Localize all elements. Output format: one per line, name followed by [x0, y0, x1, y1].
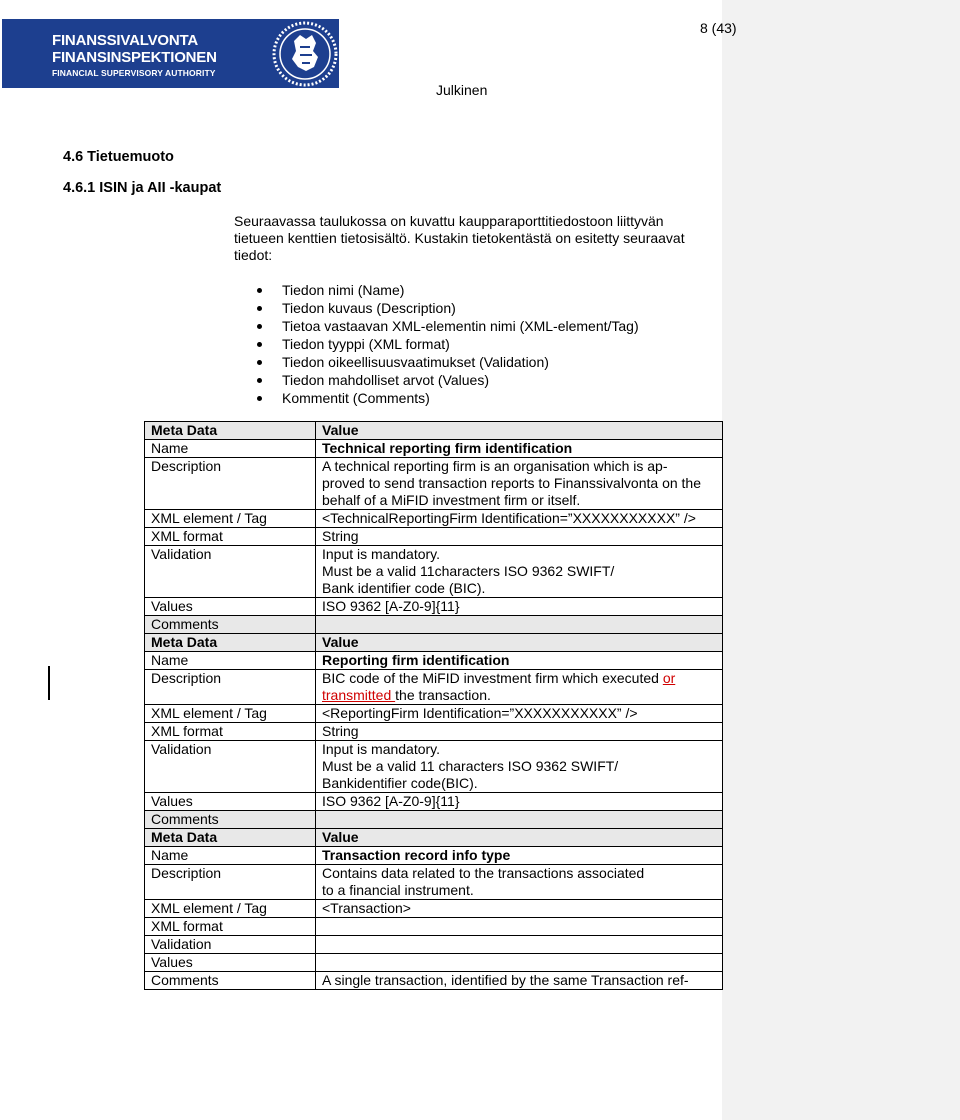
- row-label: XML element / Tag: [145, 510, 316, 528]
- section-heading: 4.6 Tietuemuoto: [63, 149, 174, 165]
- field-name: Reporting firm identification: [316, 652, 723, 670]
- row-label: XML element / Tag: [145, 705, 316, 723]
- field-name: Transaction record info type: [316, 847, 723, 865]
- row-label: Validation: [145, 741, 316, 793]
- table-row: [145, 546, 723, 598]
- field-xml-tag: <Transaction>: [316, 900, 723, 918]
- field-xml-format: [316, 918, 723, 936]
- table-row: [145, 793, 723, 811]
- field-values: ISO 9362 [A-Z0-9]{11}: [316, 793, 723, 811]
- row-label: XML format: [145, 528, 316, 546]
- row-label: Values: [145, 793, 316, 811]
- field-comments: A single transaction, identified by the same Transaction ref-: [316, 972, 723, 990]
- field-validation: Input is mandatory. Must be a valid 11 characters ISO 9362 SWIFT/ Bankidentifier code(BIC).: [316, 741, 723, 793]
- table-row: [145, 865, 723, 900]
- row-label: XML format: [145, 918, 316, 936]
- row-label: Comments: [145, 972, 316, 990]
- table-row: [145, 458, 723, 510]
- table-row: [145, 510, 723, 528]
- record-field-table: [144, 421, 723, 990]
- table-row: [145, 528, 723, 546]
- row-label: Comments: [145, 616, 316, 634]
- field-xml-tag: <ReportingFirm Identification=”XXXXXXXXXXX” />: [316, 705, 723, 723]
- field-xml-tag: <TechnicalReportingFirm Identification=”XXXXXXXXXXX” />: [316, 510, 723, 528]
- field-description: A technical reporting firm is an organisation which is ap- proved to send transaction reports to Finanssivalvonta on the behalf of a MiFID investment firm or itself.: [316, 458, 723, 510]
- field-xml-format: String: [316, 528, 723, 546]
- value-header: Value: [316, 634, 723, 652]
- table-row: [145, 918, 723, 936]
- list-item: Tiedon tyyppi (XML format): [238, 335, 639, 353]
- finanssivalvonta-logo: [2, 19, 339, 88]
- list-item: Tietoa vastaavan XML-elementin nimi (XML-element/Tag): [238, 317, 639, 335]
- description-text: BIC code of the MiFID investment firm which executed: [322, 670, 663, 686]
- list-item: Tiedon mahdolliset arvot (Values): [238, 371, 639, 389]
- row-label: Description: [145, 865, 316, 900]
- field-property-list: [238, 281, 639, 407]
- table-row: [145, 422, 723, 440]
- row-label: XML format: [145, 723, 316, 741]
- table-row: [145, 954, 723, 972]
- list-item: Kommentit (Comments): [238, 389, 639, 407]
- row-label: XML element / Tag: [145, 900, 316, 918]
- field-description: [316, 670, 723, 705]
- table-row: [145, 811, 723, 829]
- tracked-insertion: transmitted: [322, 687, 396, 703]
- field-xml-format: String: [316, 723, 723, 741]
- subsection-heading: 4.6.1 ISIN ja AII -kaupat: [63, 180, 222, 196]
- table-row: [145, 598, 723, 616]
- list-item: Tiedon kuvaus (Description): [238, 299, 639, 317]
- table-row: [145, 634, 723, 652]
- tracked-insertion: or: [662, 670, 676, 686]
- row-label: Comments: [145, 811, 316, 829]
- list-item: Tiedon nimi (Name): [238, 281, 639, 299]
- field-values: ISO 9362 [A-Z0-9]{11}: [316, 598, 723, 616]
- page-number: 8 (43): [700, 20, 737, 36]
- list-item: Tiedon oikeellisuusvaatimukset (Validation): [238, 353, 639, 371]
- comment-margin-panel: [722, 0, 960, 1120]
- field-validation: Input is mandatory. Must be a valid 11characters ISO 9362 SWIFT/ Bank identifier code (BIC).: [316, 546, 723, 598]
- row-label: Name: [145, 440, 316, 458]
- table-row: [145, 723, 723, 741]
- logo-line-2: FINANSINSPEKTIONEN: [52, 49, 217, 66]
- table-row: [145, 440, 723, 458]
- logo-line-1: FINANSSIVALVONTA: [52, 32, 198, 49]
- document-classification: Julkinen: [436, 82, 488, 98]
- field-name: Technical reporting firm identification: [316, 440, 723, 458]
- table-row: [145, 900, 723, 918]
- field-comments: [316, 616, 723, 634]
- field-values: [316, 954, 723, 972]
- row-label: Description: [145, 458, 316, 510]
- meta-data-header: Meta Data: [145, 634, 316, 652]
- intro-paragraph: Seuraavassa taulukossa on kuvattu kaupparaporttitiedostoon liittyvän tietueen kenttien tietosisältö. Kustakin tietokentästä on esitetty seuraavat tiedot:: [234, 213, 685, 263]
- lion-seal-icon: [270, 19, 340, 88]
- row-label: Name: [145, 652, 316, 670]
- table-row: [145, 741, 723, 793]
- table-row: [145, 936, 723, 954]
- table-row: [145, 705, 723, 723]
- field-comments: [316, 811, 723, 829]
- value-header: Value: [316, 422, 723, 440]
- row-label: Name: [145, 847, 316, 865]
- revision-change-bar: [48, 666, 50, 700]
- field-description: Contains data related to the transactions associated to a financial instrument.: [316, 865, 723, 900]
- row-label: Description: [145, 670, 316, 705]
- meta-data-header: Meta Data: [145, 422, 316, 440]
- row-label: Validation: [145, 936, 316, 954]
- table-row: [145, 652, 723, 670]
- table-row: [145, 847, 723, 865]
- description-text: the transaction.: [395, 687, 491, 703]
- row-label: Values: [145, 954, 316, 972]
- table-row: [145, 616, 723, 634]
- row-label: Values: [145, 598, 316, 616]
- table-row: [145, 972, 723, 990]
- row-label: Validation: [145, 546, 316, 598]
- meta-data-header: Meta Data: [145, 829, 316, 847]
- value-header: Value: [316, 829, 723, 847]
- table-row: [145, 829, 723, 847]
- table-row: [145, 670, 723, 705]
- logo-line-3: FINANCIAL SUPERVISORY AUTHORITY: [52, 68, 216, 78]
- field-validation: [316, 936, 723, 954]
